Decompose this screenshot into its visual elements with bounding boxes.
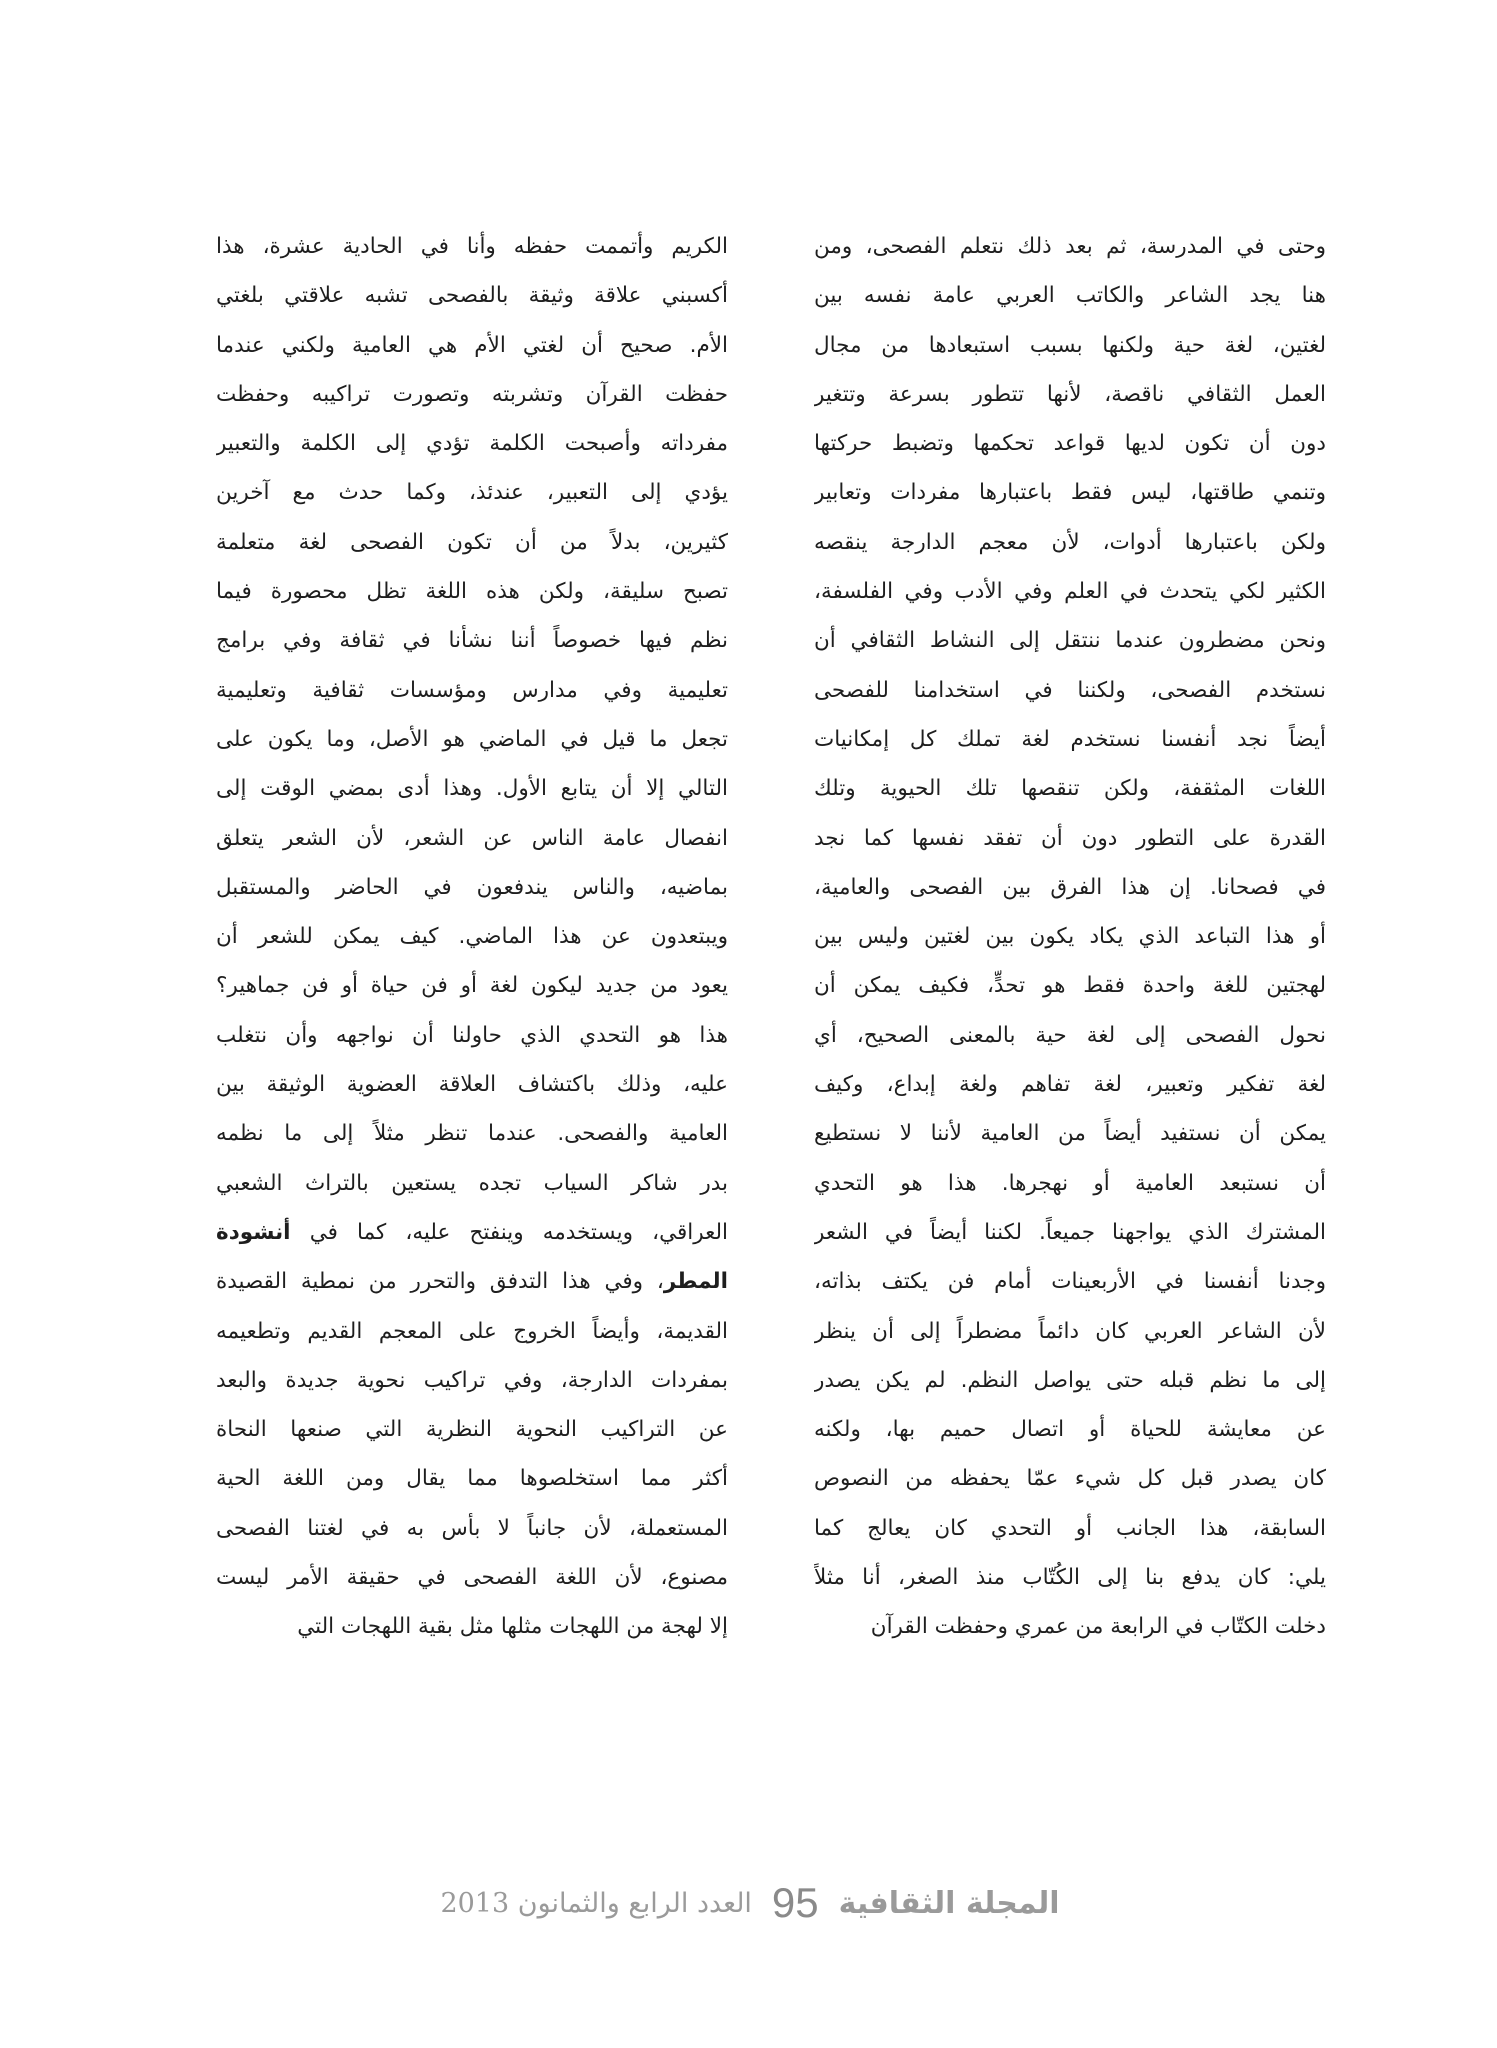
issue-label: العدد الرابع والثمانون 2013: [440, 1887, 752, 1919]
text-line: اللغات المثقفة، ولكن تنقصها تلك الحيوية وتلك: [814, 776, 1326, 802]
text-line: ولكن باعتبارها أدوات، لأن معجم الدارجة ينقصه: [814, 529, 1326, 555]
poem-title-emphasis: أنشودة: [216, 1219, 291, 1245]
text-line: تعليمية وفي مدارس ومؤسسات ثقافية وتعليمية: [216, 677, 728, 703]
text-line: هذا هو التحدي الذي حاولنا أن نواجهه وأن نتغلب: [216, 1022, 728, 1048]
text-line: عليه، وذلك باكتشاف العلاقة العضوية الوثيقة بين: [216, 1072, 728, 1098]
article-column-left: [216, 222, 728, 1652]
text-line: كثيرين، بدلاً من أن تكون الفصحى لغة متعلمة: [216, 529, 728, 555]
text-line: أن نستبعد العامية أو نهجرها. هذا هو التحدي: [814, 1170, 1326, 1196]
text-line: دون أن تكون لديها قواعد تحكمها وتضبط حركتها: [814, 431, 1326, 457]
text-line: المستعملة، لأن جانباً لا بأس به في لغتنا الفصحى: [216, 1515, 728, 1541]
text-line: حفظت القرآن وتشربته وتصورت تراكيبه وحفظت: [216, 381, 728, 407]
text-line: أو هذا التباعد الذي يكاد يكون بين لغتين وليس بين: [814, 924, 1326, 950]
text-line: بمفردات الدارجة، وفي تراكيب نحوية جديدة والبعد: [216, 1367, 728, 1393]
page-footer: [430, 1878, 1070, 1928]
text-line: الكريم وأتممت حفظه وأنا في الحادية عشرة، هذا: [216, 234, 728, 259]
text-line: الكثير لكي يتحدث في العلم وفي الأدب وفي الفلسفة،: [814, 579, 1326, 605]
text-line: بماضيه، والناس يندفعون في الحاضر والمستقبل: [216, 874, 728, 900]
text-line: لغة تفكير وتعبير، لغة تفاهم ولغة إبداع، وكيف: [814, 1072, 1326, 1098]
text-line: نحول الفصحى إلى لغة حية بالمعنى الصحيح، أي: [814, 1022, 1326, 1048]
text-line: هنا يجد الشاعر والكاتب العربي عامة نفسه بين: [814, 283, 1326, 309]
text-line: إلا لهجة من اللهجات مثلها مثل بقية اللهجات التي: [297, 1614, 728, 1640]
text-line: نستخدم الفصحى، ولكننا في استخدامنا للفصحى: [814, 677, 1326, 703]
text-line: وجدنا أنفسنا في الأربعينات أمام فن يكتف بذاته،: [814, 1269, 1326, 1295]
text-line: العامية والفصحى. عندما تنظر مثلاً إلى ما نظمه: [216, 1121, 728, 1147]
text-line: الأم. صحيح أن لغتي الأم هي العامية ولكني عندما: [216, 332, 728, 358]
text-line: يلي: كان يدفع بنا إلى الكُتّاب منذ الصغر، أنا مثلاً: [814, 1565, 1326, 1591]
text-line: بدر شاكر السياب تجده يستعين بالتراث الشعبي: [216, 1170, 728, 1196]
text-line: ويبتعدون عن هذا الماضي. كيف يمكن للشعر أن: [216, 924, 728, 950]
text-line: يؤدي إلى التعبير، عندئذ، وكما حدث مع آخرين: [216, 480, 728, 506]
text-line: انفصال عامة الناس عن الشعر، لأن الشعر يتعلق: [216, 825, 728, 851]
text-line: المطر، وفي هذا التدفق والتحرر من نمطية القصيدة: [216, 1269, 728, 1295]
text-line: وتنمي طاقتها، ليس فقط باعتبارها مفردات وتعابير: [814, 480, 1326, 506]
text-line: يعود من جديد ليكون لغة أو فن حياة أو فن جماهير؟: [216, 973, 728, 999]
text-line: لغتين، لغة حية ولكنها بسبب استبعادها من مجال: [814, 332, 1326, 358]
text-line: دخلت الكتّاب في الرابعة من عمري وحفظت القرآن: [870, 1614, 1326, 1640]
text-line: التالي إلا أن يتابع الأول. وهذا أدى بمضي الوقت إلى: [216, 776, 728, 802]
text-line: كان يصدر قبل كل شيء عمّا يحفظه من النصوص: [814, 1466, 1326, 1492]
text-line: نظم فيها خصوصاً أننا نشأنا في ثقافة وفي برامج: [216, 628, 728, 654]
text-line: أيضاً نجد أنفسنا نستخدم لغة تملك كل إمكانيات: [814, 726, 1326, 752]
text-line: إلى ما نظم قبله حتى يواصل النظم. لم يكن يصدر: [814, 1367, 1326, 1393]
text-line: وحتى في المدرسة، ثم بعد ذلك نتعلم الفصحى، ومن: [814, 234, 1326, 259]
text-line: القدرة على التطور دون أن تفقد نفسها كما نجد: [814, 825, 1326, 851]
text-line: السابقة، هذا الجانب أو التحدي كان يعالج كما: [814, 1515, 1326, 1541]
article-column-right: [814, 222, 1326, 1652]
text-line: عن التراكيب النحوية النظرية التي صنعها النحاة: [216, 1417, 728, 1443]
magazine-name: المجلة الثقافية: [838, 1885, 1060, 1921]
page-number: 95: [771, 1879, 819, 1926]
text-line: ونحن مضطرون عندما ننتقل إلى النشاط الثقافي أن: [814, 628, 1326, 654]
text-line: العراقي، ويستخدمه وينفتح عليه، كما في أنشودة: [216, 1219, 728, 1245]
text-line: المشترك الذي يواجهنا جميعاً. لكننا أيضاً في الشعر: [814, 1219, 1326, 1245]
text-line: العمل الثقافي ناقصة، لأنها تتطور بسرعة وتتغير: [814, 381, 1326, 407]
text-line: أكثر مما استخلصوها مما يقال ومن اللغة الحية: [216, 1466, 728, 1492]
text-line: تصبح سليقة، ولكن هذه اللغة تظل محصورة فيما: [216, 579, 728, 605]
text-line: لهجتين للغة واحدة فقط هو تحدٍّ، فكيف يمكن أن: [814, 973, 1326, 999]
text-line: أكسبني علاقة وثيقة بالفصحى تشبه علاقتي بلغتي: [216, 283, 728, 309]
text-line: مفرداته وأصبحت الكلمة تؤدي إلى الكلمة والتعبير: [216, 431, 728, 457]
text-line: لأن الشاعر العربي كان دائماً مضطراً إلى أن ينظر: [814, 1318, 1326, 1344]
text-line: القديمة، وأيضاً الخروج على المعجم القديم وتطعيمه: [216, 1318, 728, 1344]
text-line: يمكن أن نستفيد أيضاً من العامية لأننا لا نستطيع: [814, 1121, 1326, 1147]
poem-title-emphasis: المطر: [663, 1269, 728, 1295]
text-line: في فصحانا. إن هذا الفرق بين الفصحى والعامية،: [814, 874, 1326, 900]
text-line: مصنوع، لأن اللغة الفصحى في حقيقة الأمر ليست: [216, 1565, 728, 1591]
text-line: عن معايشة للحياة أو اتصال حميم بها، ولكنه: [814, 1417, 1326, 1443]
text-line: تجعل ما قيل في الماضي هو الأصل، وما يكون على: [216, 726, 728, 752]
